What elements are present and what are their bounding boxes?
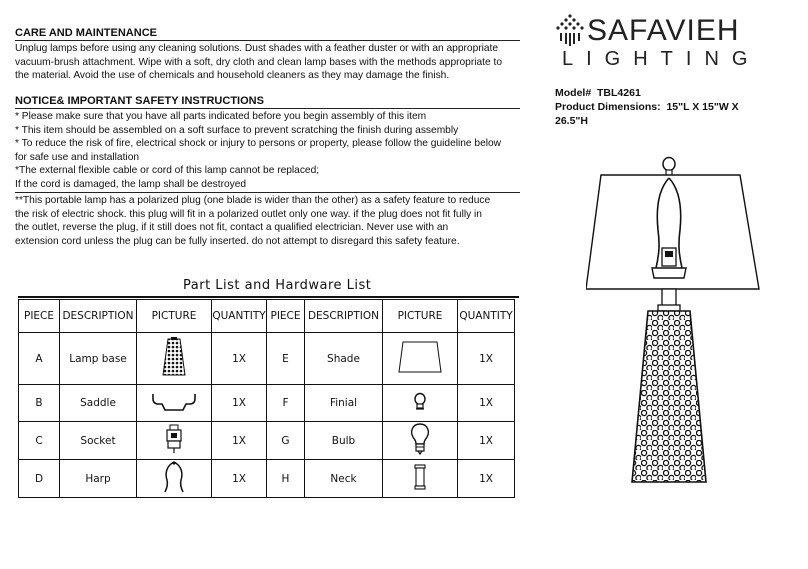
col-header: QUANTITY: [458, 300, 515, 333]
picture-cell: [137, 422, 212, 460]
shade-icon: [397, 339, 443, 375]
model-line: [555, 86, 739, 100]
model-label: Model#: [555, 87, 592, 99]
table-row: [19, 333, 515, 385]
description-cell: Neck: [305, 460, 383, 498]
picture-cell: [137, 460, 212, 498]
product-specs: [555, 86, 739, 128]
dimensions-label: Product Dimensions:: [555, 101, 661, 113]
table-row: [19, 385, 515, 422]
care-text: Unplug lamps before using any cleaning solutions. Dust shades with a feather duster or with an appropriate vacuum-brush attachment. Wipe with a soft, dry cloth and clean lamp bases with the methods appropriate to the material. Avoid the use of chemicals and household cleaners as they may damage the finish.: [15, 43, 502, 81]
description-cell: Shade: [305, 333, 383, 385]
description-cell: Saddle: [60, 385, 137, 422]
socket-icon: [164, 424, 184, 454]
dimensions-line-2: 26.5"H: [555, 115, 588, 127]
quantity-cell: 1X: [458, 385, 515, 422]
brand-name: SAFAVIEH: [587, 14, 740, 47]
care-heading: CARE AND MAINTENANCE: [15, 27, 157, 39]
quantity-cell: 1X: [212, 422, 267, 460]
picture-cell: [383, 422, 458, 460]
lamp-base-icon: [159, 337, 189, 377]
picture-cell: [383, 460, 458, 498]
piece-cell: F: [267, 385, 305, 422]
piece-cell: B: [19, 385, 60, 422]
piece-cell: E: [267, 333, 305, 385]
parts-table-top-rule: [18, 296, 519, 298]
col-header: DESCRIPTION: [60, 300, 137, 333]
picture-cell: [383, 333, 458, 385]
col-header: QUANTITY: [212, 300, 267, 333]
description-cell: Finial: [305, 385, 383, 422]
dimensions-value: 15"L X 15"W X: [666, 101, 739, 113]
col-header: DESCRIPTION: [305, 300, 383, 333]
quantity-cell: 1X: [212, 385, 267, 422]
description-cell: Harp: [60, 460, 137, 498]
brand-sub: LIGHTING: [562, 48, 761, 70]
safety-divider: [15, 108, 520, 109]
col-header: PICTURE: [137, 300, 212, 333]
care-divider: [15, 40, 520, 41]
table-row: [19, 422, 515, 460]
safety-heading: NOTICE& IMPORTANT SAFETY INSTRUCTIONS: [15, 95, 264, 107]
finial-icon: [412, 391, 428, 413]
col-header: PIECE: [267, 300, 305, 333]
safety-text: * Please make sure that you have all parts indicated before you begin assembly of this item * This item should be assembled on a soft surface to prevent scratching the finish during assembly * To reduce the risk of fire, electrical shock or injury to persons or property, please follow the guideline below for safe use and installation *The external flexible cable or cord of this lamp cannot be replaced; If the cord is damaged, the lamp shall be destroyed: [15, 111, 502, 190]
harp-icon: [161, 460, 187, 494]
picture-cell: [137, 385, 212, 422]
description-cell: Bulb: [305, 422, 383, 460]
description-cell: Socket: [60, 422, 137, 460]
piece-cell: A: [19, 333, 60, 385]
dimensions-line: [555, 100, 739, 114]
table-header-row: [19, 300, 515, 333]
bulb-icon: [408, 422, 432, 456]
quantity-cell: 1X: [212, 333, 267, 385]
piece-cell: G: [267, 422, 305, 460]
neck-icon: [413, 464, 427, 490]
col-header: PICTURE: [383, 300, 458, 333]
parts-table-title: Part List and Hardware List: [183, 278, 372, 293]
model-number: TBL4261: [597, 87, 641, 99]
piece-cell: H: [267, 460, 305, 498]
quantity-cell: 1X: [458, 422, 515, 460]
chandelier-logo-icon: [556, 14, 584, 48]
piece-cell: C: [19, 422, 60, 460]
saddle-icon: [150, 390, 198, 414]
parts-table: [18, 299, 515, 498]
table-row: [19, 460, 515, 498]
lamp-illustration: [586, 150, 786, 490]
picture-cell: [137, 333, 212, 385]
picture-cell: [383, 385, 458, 422]
plug-text: **This portable lamp has a polarized plug (one blade is wider than the other) as a safety feature to reduce the risk of electric shock. this plug will fit in a polarized outlet only one way. if the plug does not fit fully in the outlet, reverse the plug, if it still does not fit, contact a qualified electrician. Never use with an extension cord unless the plug can be fully inserted. do not attempt to disregard this safety feature.: [15, 195, 491, 247]
plug-divider: [15, 192, 520, 193]
piece-cell: D: [19, 460, 60, 498]
quantity-cell: 1X: [212, 460, 267, 498]
description-cell: Lamp base: [60, 333, 137, 385]
quantity-cell: 1X: [458, 333, 515, 385]
quantity-cell: 1X: [458, 460, 515, 498]
col-header: PIECE: [19, 300, 60, 333]
